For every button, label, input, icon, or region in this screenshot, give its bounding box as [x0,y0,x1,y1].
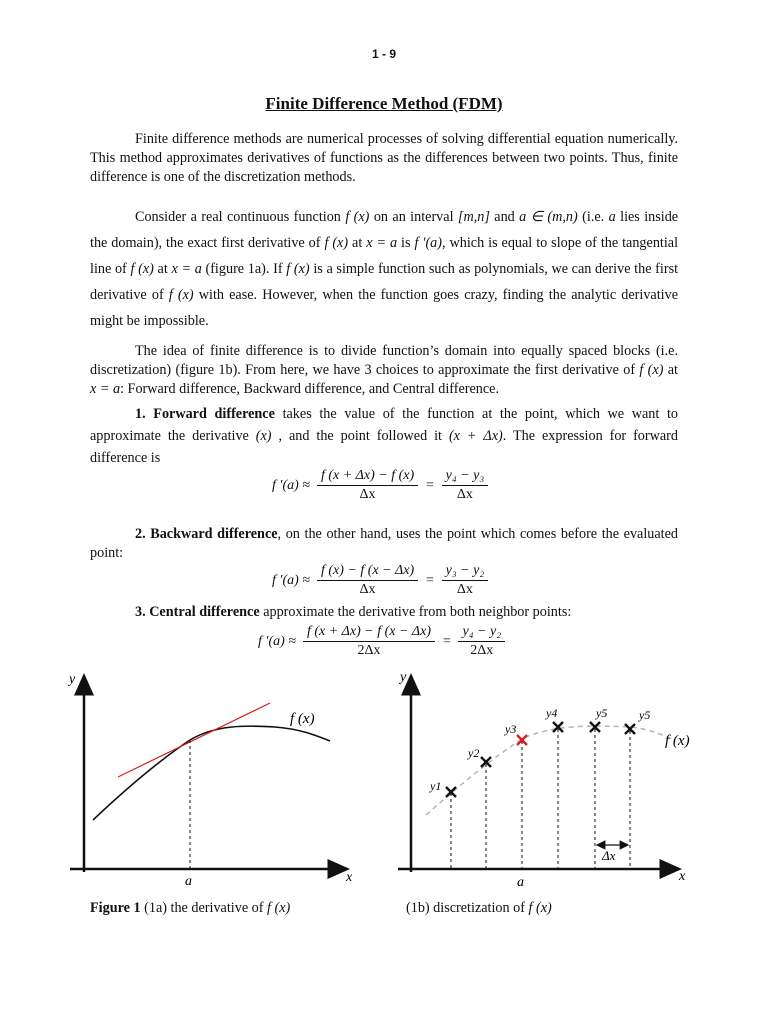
fraction [442,563,489,598]
text: . The expression for forward difference is [90,428,678,466]
math: f (x) [324,235,349,251]
denominator: Δx [359,582,376,597]
figure-label: Figure 1 [90,900,141,916]
y-axis-label: y [400,670,407,685]
math: f (x) [345,209,370,225]
equation-lhs: f ′(a) ≈ [258,633,296,649]
page-number: 1 - 9 [371,47,396,61]
text: approximate the derivative from both neighbor points: [263,604,572,620]
a-label: a [185,874,192,889]
label-y5: y5 [596,706,608,720]
backward-difference-heading: 2. Backward difference [135,526,278,542]
forward-difference-paragraph [90,403,678,469]
label-y4: y4 [546,706,558,720]
curve-label: f (x) [665,733,690,749]
text: at [667,362,678,378]
intro-paragraph [90,130,678,187]
page-title: Finite Difference Method (FDM) [265,94,503,113]
text: , and the point followed it [278,428,442,444]
definition-paragraph [90,204,678,334]
figure-1a [60,665,360,895]
equation-lhs: f ′(a) ≈ [272,572,310,588]
caption-math: f (x) [267,900,291,916]
central-difference-heading: 3. Central difference [135,604,260,620]
math: a ∈ (m,n) [519,209,578,225]
math: f (x) [130,261,154,277]
label-y3: y3 [505,722,517,736]
idea-paragraph [90,342,678,399]
text: and [494,209,515,225]
dashed-function-curve [426,726,672,815]
curve-label: f (x) [290,711,315,727]
numerator: y₄ − y₂ [458,624,505,642]
caption-figure-1b [406,900,552,917]
denominator: Δx [359,487,376,502]
intro-text: Finite difference methods are numerical processes of solving differential equation numerically. This method approximates derivatives of functions as the differences between two points. Thus, finite difference is one of the discretization methods. [90,131,678,185]
label-y1: y1 [430,779,442,793]
caption-math: f (x) [528,900,552,916]
central-difference-equation [258,624,508,659]
text: , which is equal to slope of the tangential line of [90,235,679,277]
numerator: y₄ − y₃ [442,468,489,486]
math: x = a [171,261,202,277]
text: with ease. However, when the function goes crazy, finding the analytic derivative might be impossible. [90,287,678,329]
function-curve [93,726,330,820]
numerator: y₃ − y₂ [442,563,489,581]
math: f (x) [168,287,194,303]
math: [m,n] [457,209,490,225]
text: at [157,261,168,277]
text: at [352,235,363,251]
caption-figure-1a [90,900,290,917]
label-y6: y5 [639,708,651,722]
equation-lhs: f ′(a) ≈ [272,477,310,493]
numerator: f (x) − f (x − Δx) [317,563,418,581]
text: on an interval [373,209,454,225]
text: takes the value of the function at the point, which we want to approximate the derivative [90,406,678,444]
central-difference-paragraph [90,603,678,622]
denominator: Δx [456,487,473,502]
tangent-line [118,703,270,777]
equals-sign: = [442,633,452,649]
math: a [608,209,616,225]
numerator: f (x + Δx) − f (x) [317,468,418,486]
fraction [442,468,489,503]
math: f ′(a) [414,235,443,251]
forward-difference-heading: 1. Forward difference [135,406,275,422]
y-axis-label: y [69,672,76,687]
text: is a simple function such as polynomials, we can derive the first derivative of [90,261,679,303]
math: (x + Δx) [448,428,503,444]
denominator: 2Δx [357,643,381,658]
math: x = a [90,381,121,397]
backward-difference-equation [272,563,491,598]
text: (i.e. [582,209,605,225]
fraction [458,624,505,659]
numerator: f (x + Δx) − f (x − Δx) [303,624,435,642]
math: (x) [255,428,272,444]
math: f (x) [286,261,310,277]
fraction [317,563,418,598]
text: is [401,235,411,251]
equals-sign: = [425,572,435,588]
a-label: a [517,875,524,890]
delta-x-label: Δx [602,848,616,863]
point-labels [429,706,650,793]
math: x = a [366,235,398,251]
text: , on the other hand, uses the point which comes before the evaluated point: [90,526,679,561]
text: : Forward difference, Backward difference, and Central difference. [120,381,500,397]
text: lies inside the domain), the exact first derivative of [90,209,679,251]
fraction [317,468,418,503]
denominator: Δx [456,582,473,597]
text: The idea of finite difference is to divide function’s domain into equally spaced blocks (i.e. discretization) (figure 1b). From here, we have 3 choices to approximate the first derivative of [90,343,678,378]
x-axis-label: x [679,869,686,884]
math: f (x) [639,362,664,378]
caption-text: (1b) discretization of [406,900,525,916]
caption-text: (1a) the derivative of [144,900,264,916]
denominator: 2Δx [470,643,494,658]
label-y2: y2 [468,746,480,760]
forward-difference-equation [272,468,491,503]
figure-1b [390,665,708,895]
equals-sign: = [425,477,435,493]
fraction [303,624,435,659]
x-axis-label: x [346,870,353,885]
text: Consider a real continuous function [135,209,341,225]
text: (figure 1a). If [205,261,283,277]
backward-difference-paragraph [90,525,678,563]
